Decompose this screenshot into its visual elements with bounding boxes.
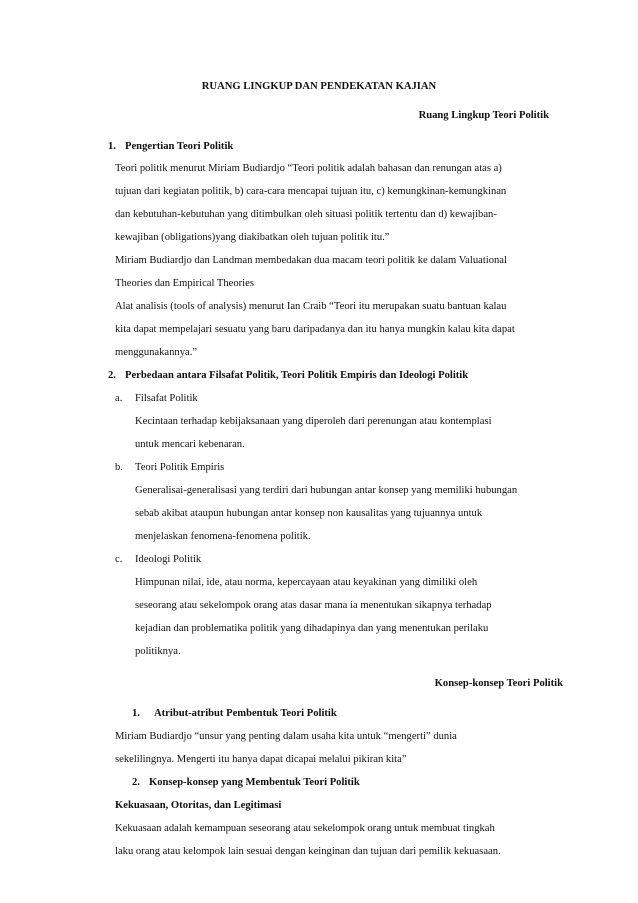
item-a-letter: a.	[115, 393, 123, 404]
section1-line: dan kebutuhan-kebutuhan yang ditimbulkan oleh situasi politik tertentu dan d) kewajiban-	[115, 209, 497, 220]
section2-heading: Perbedaan antara Filsafat Politik, Teori Politik Empiris dan Ideologi Politik	[125, 370, 469, 381]
heading-konsep-konsep: Konsep-konsep Teori Politik	[434, 678, 563, 689]
item-a-line: Kecintaan terhadap kebijaksanaan yang diperoleh dari perenungan atau kontemplasi	[135, 416, 492, 427]
document-title: RUANG LINGKUP DAN PENDEKATAN KAJIAN	[201, 81, 437, 92]
section1-line: kita dapat mempelajari sesuatu yang baru daripadanya dan itu hanya mungkin kalau kita dapat	[115, 324, 515, 335]
section1-number: 1.	[108, 141, 116, 152]
item-b-line: Generalisai-generalisasi yang terdiri dari hubungan antar konsep yang memiliki hubungan	[135, 485, 518, 496]
heading-ruang-lingkup: Ruang Lingkup Teori Politik	[418, 110, 549, 121]
section1-line: menggunakannya.”	[115, 347, 198, 358]
item-c-line: seseorang atau sekelompok orang atas dasar mana ia menentukan sikapnya terhadap	[135, 600, 492, 611]
section2-number: 2.	[108, 370, 116, 381]
final-line: Kekuasaan adalah kemampuan seseorang atau sekelompok orang untuk membuat tingkah	[115, 823, 495, 834]
section1-line: Teori politik menurut Miriam Budiardjo “Teori politik adalah bahasan dan renungan atas a)	[115, 163, 502, 174]
sub1-number: 1.	[132, 708, 140, 719]
section1-line: Alat analisis (tools of analysis) menurut Ian Craib “Teori itu merupakan suatu bantuan kalau	[115, 301, 507, 312]
section1-heading: Pengertian Teori Politik	[125, 141, 234, 152]
item-c-letter: c.	[115, 554, 123, 565]
item-b-label: Teori Politik Empiris	[135, 462, 225, 473]
item-a-line: untuk mencari kebenaran.	[135, 439, 245, 450]
item-b-line: menjelaskan fenomena-fenomena politik.	[135, 531, 311, 542]
sub2-heading: Konsep-konsep yang Membentuk Teori Politik	[149, 777, 360, 788]
section1-line: tujuan dari kegiatan politik, b) cara-cara mencapai tujuan itu, c) kemungkinan-kemungkinan	[115, 186, 507, 197]
item-a-label: Filsafat Politik	[135, 393, 198, 404]
item-c-line: kejadian dan problematika politik yang dihadapinya dan yang menentukan perilaku	[135, 623, 489, 634]
item-c-line: politiknya.	[135, 646, 181, 657]
section1-line: Miriam Budiardjo dan Landman membedakan dua macam teori politik ke dalam Valuational	[115, 255, 507, 266]
section1-line: Theories dan Empirical Theories	[115, 278, 254, 289]
sub1-line: Miriam Budiardjo “unsur yang penting dalam usaha kita untuk “mengerti” dunia	[115, 731, 457, 742]
sub1-heading: Atribut-atribut Pembentuk Teori Politik	[154, 708, 337, 719]
subheading-kekuasaan: Kekuasaan, Otoritas, dan Legitimasi	[115, 800, 282, 811]
item-c-label: Ideologi Politik	[135, 554, 202, 565]
final-line: laku orang atau kelompok lain sesuai dengan keinginan dan tujuan dari pemilik kekuasaan.	[115, 846, 501, 857]
section1-line: kewajiban (obligations)yang diakibatkan oleh tujuan politik itu.”	[115, 232, 390, 243]
item-b-letter: b.	[115, 462, 123, 473]
sub1-line: sekelilingnya. Mengerti itu hanya dapat dicapai melalui pikiran kita”	[115, 754, 407, 765]
item-c-line: Himpunan nilai, ide, atau norma, kepercayaan atau keyakinan yang dimiliki oleh	[135, 577, 478, 588]
sub2-number: 2.	[132, 777, 140, 788]
item-b-line: sebab akibat ataupun hubungan antar konsep non kausalitas yang tujuannya untuk	[135, 508, 483, 519]
